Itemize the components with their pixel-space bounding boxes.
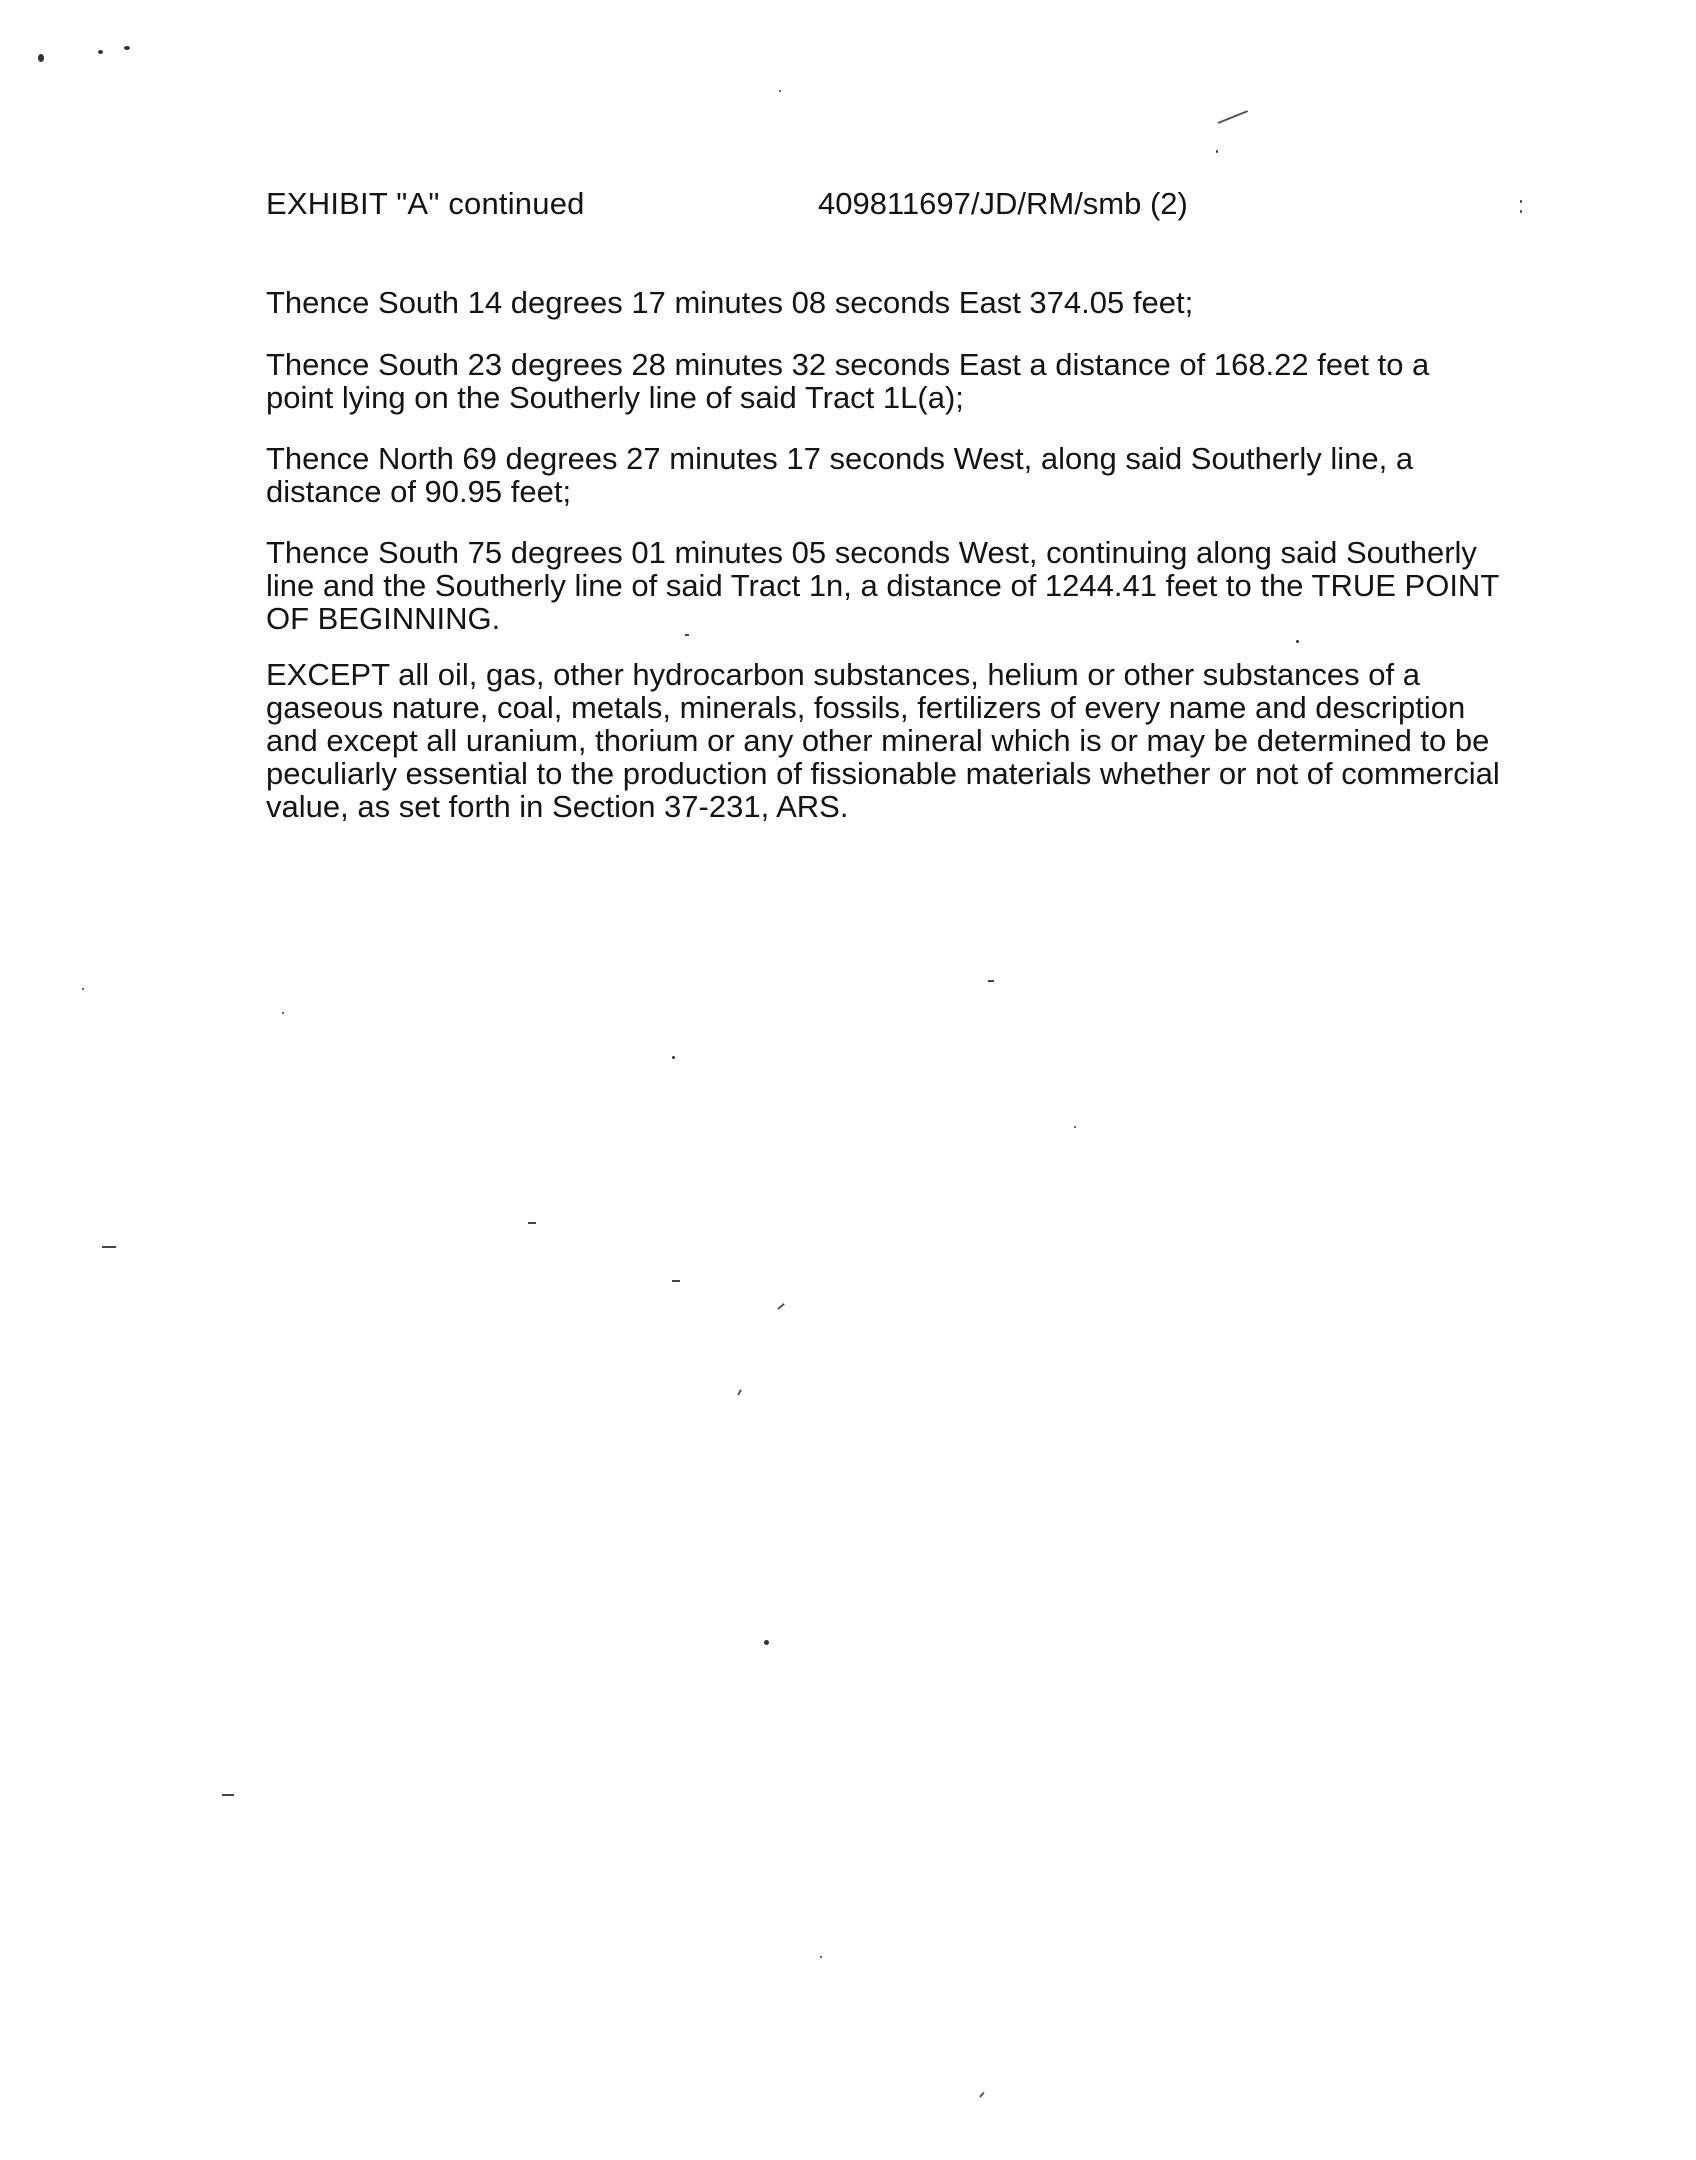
scan-dash bbox=[222, 1794, 234, 1796]
legal-paragraph-1: Thence South 14 degrees 17 minutes 08 seconds East 374.05 feet; bbox=[266, 285, 1194, 320]
scan-speck bbox=[38, 54, 44, 62]
scan-dash bbox=[528, 1222, 536, 1224]
exhibit-title: EXHIBIT "A" continued bbox=[266, 186, 585, 221]
scan-speck bbox=[124, 46, 130, 50]
scan-dash bbox=[102, 1246, 116, 1248]
scan-stroke bbox=[979, 2092, 984, 2098]
scan-speck bbox=[1520, 210, 1522, 213]
legal-paragraph-2: Thence South 23 degrees 28 minutes 32 seconds East a distance of 168.22 feet to a point lying on the Southerly line of said Tract 1L(a); bbox=[266, 347, 1430, 415]
scan-stroke bbox=[737, 1389, 742, 1395]
scan-speck bbox=[82, 988, 84, 990]
scan-speck bbox=[764, 1640, 769, 1645]
scan-stroke bbox=[777, 1303, 784, 1310]
scan-dash bbox=[988, 980, 994, 982]
legal-paragraph-4: Thence South 75 degrees 01 minutes 05 seconds West, continuing along said Southerly line and the Southerly line of said Tract 1n, a distance of 1244.41 feet to the TRUE POINT OF BEGINNING. bbox=[266, 535, 1500, 636]
scan-speck bbox=[98, 50, 103, 54]
scan-speck bbox=[779, 90, 781, 92]
scan-speck bbox=[820, 1956, 822, 1958]
scan-speck bbox=[1296, 640, 1299, 643]
scan-speck bbox=[282, 1012, 284, 1014]
scan-speck bbox=[1074, 1126, 1076, 1128]
scan-speck bbox=[1216, 150, 1218, 153]
scan-dash bbox=[672, 1280, 680, 1282]
mineral-exception-paragraph: EXCEPT all oil, gas, other hydrocarbon substances, helium or other substances of a gaseous nature, coal, metals, minerals, fossils, fertilizers of every name and description and except all uranium, thorium or any other mineral which is or may be determined to be peculiarly essential to the production of fissionable materials whether or not of commercial value, as set forth in Section 37-231, ARS. bbox=[266, 657, 1500, 824]
scan-speck bbox=[1520, 200, 1522, 203]
scan-dash bbox=[685, 634, 689, 636]
scan-stroke bbox=[1218, 110, 1248, 124]
scan-speck bbox=[672, 1056, 675, 1059]
legal-paragraph-3: Thence North 69 degrees 27 minutes 17 seconds West, along said Southerly line, a distance of 90.95 feet; bbox=[266, 441, 1414, 509]
document-reference: 409811697/JD/RM/smb (2) bbox=[818, 186, 1188, 221]
